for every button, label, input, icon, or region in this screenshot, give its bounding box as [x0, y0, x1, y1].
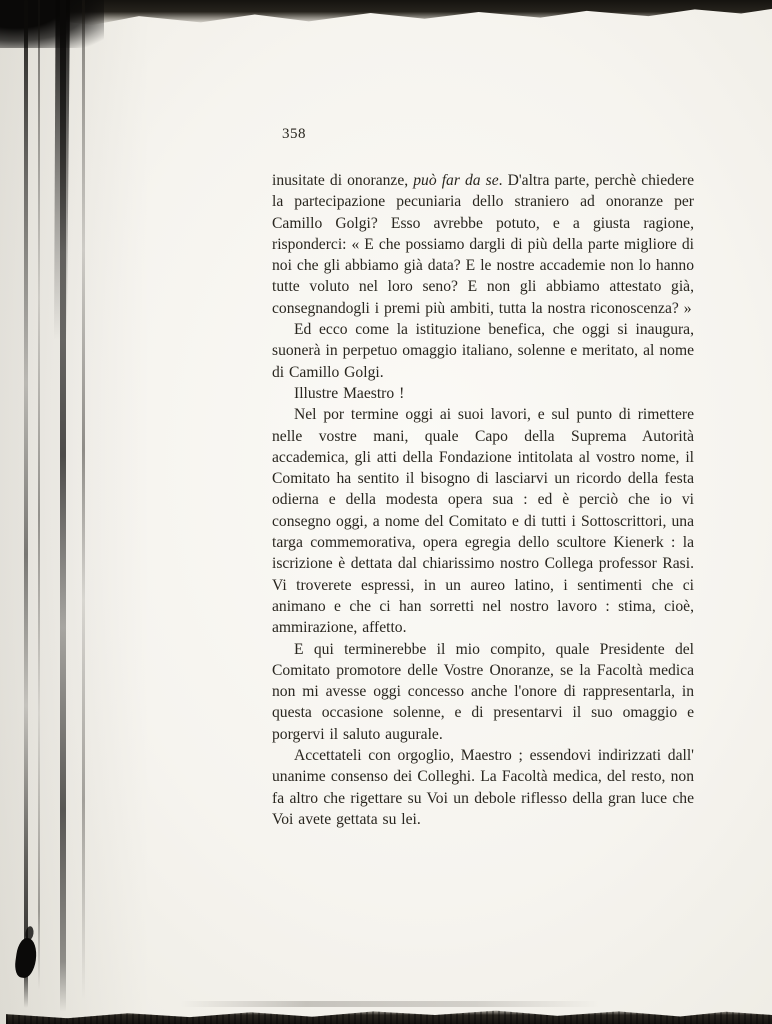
scan-artifact-bottom-edge: [6, 1006, 772, 1024]
paragraph: [272, 745, 694, 830]
scan-artifact-left-streak: [60, 0, 66, 1012]
text-segment: Illustre Maestro !: [294, 384, 405, 402]
text-segment: Nel por termine oggi ai suoi lavori, e sul punto di rimettere nelle vostre mani, quale Capo della Suprema Autorità accademica, gli atti della Fondazione intitolata al vostro nome, il Comitato ha sentito il bisogno di lasciarvi un ricordo della festa odierna e della modesta opera sua : ed è perciò che io vi consegno oggi, a nome del Comitato e di tutti i Sottoscrittori, una targa commemorativa, opera egregia dello scultore Kienerk : la iscrizione è dettata dal chiarissimo nostro Collega professor Rasi. Vi troverete espressi, in un aureo latino, i sentimenti che ci animano e che ci han sorretti nel nostro lavoro : stima, cioè, ammirazione, affetto.: [272, 406, 694, 637]
paragraph: [272, 639, 694, 745]
text-segment: Ed ecco come la istituzione benefica, che oggi si inaugura, suonerà in perpetuo omaggio italiano, solenne e meritato, al nome di Camillo Golgi.: [272, 321, 694, 381]
page-content: [272, 126, 694, 830]
italic-phrase: può far da se: [413, 172, 499, 189]
paragraph: [272, 319, 694, 383]
binding-shadow: [0, 0, 150, 1024]
page-number: 358: [282, 126, 306, 142]
paragraph: [272, 170, 694, 319]
scan-artifact-bottom-smudge: [180, 1001, 600, 1007]
scan-artifact-ink-blob: [13, 937, 38, 979]
text-segment: . D'altra parte, perchè chiedere la partecipazione pecuniaria dello straniero ad onoranze per Camillo Golgi? Esso avrebbe potuto, e a giusta ragione, risponderci: « E che possiamo dargli di più della parte migliore di noi che gli abbiamo già data? E le nostre accademie non lo hanno tutte voluto nel loro seno? E non gli abbiamo attestato già, consegnandogli i premi più ambiti, tutta la nostra riconoscenza? »: [272, 172, 694, 317]
scan-artifact-left-streak: [38, 0, 40, 990]
paragraph: [272, 383, 694, 404]
page-body: [272, 170, 694, 830]
scan-artifact-left-streak: [82, 0, 85, 1000]
paragraph: [272, 404, 694, 638]
scan-artifact-top-edge: [0, 0, 772, 26]
scan-artifact-top-left-corner: [0, 0, 104, 48]
text-segment: E qui terminerebbe il mio compito, quale Presidente del Comitato promotore delle Vostre Onoranze, se la Facoltà medica non mi avesse oggi concesso anche l'onore di rappresentarla, in questa occasione solenne, e di presentarvi il suo omaggio e porgervi il saluto augurale.: [272, 640, 694, 743]
scan-artifact-left-streak: [24, 0, 28, 1008]
text-segment: Accettateli con orgoglio, Maestro ; essendovi indirizzati dall' unanime consenso dei Colleghi. La Facoltà medica, del resto, non fa altro che rigettare su Voi un debole riflesso della gran luce che Voi avete gettata su lei.: [272, 747, 694, 828]
text-segment: inusitate di onoranze,: [272, 172, 414, 189]
scan-artifact-left-streak: [54, 0, 70, 340]
